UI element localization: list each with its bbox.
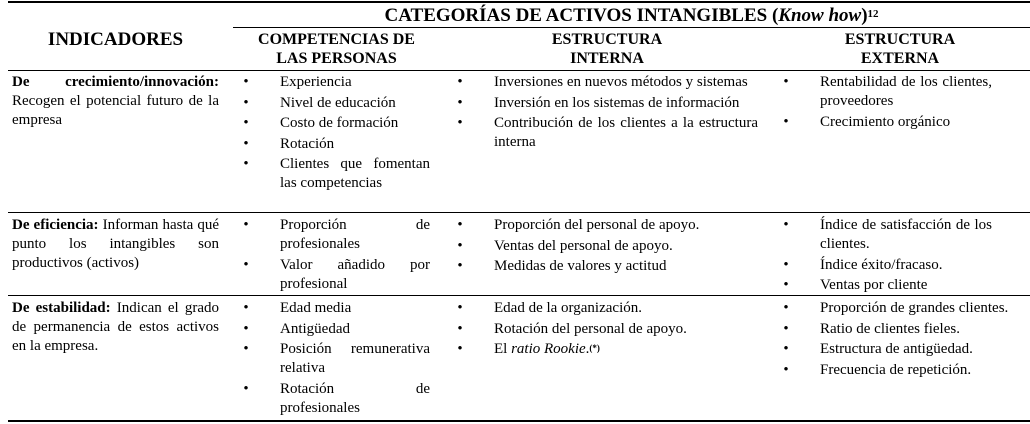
column-header-personas [233,30,440,68]
bullet-icon: • [243,380,249,397]
list-item [450,237,758,256]
bullet-icon: • [243,300,249,316]
list-item [450,114,758,152]
list-stability-personas [236,299,430,419]
indicator-description: Recogen el potencial futuro de la empresa [12,93,219,128]
indicator-description: Informan hasta qué punto los intangibles son productivos (activos) [12,217,219,271]
title-italic: Know how [778,5,862,26]
indicator-label: De crecimiento/innovación: [12,74,219,90]
title-main: CATEGORÍAS DE ACTIVOS INTANGIBLES ( [384,5,779,26]
bullet-icon: • [457,320,463,337]
list-item [236,155,430,193]
bullet-icon: • [243,217,249,233]
list-item-text: Ventas del personal de apoyo. [494,237,673,254]
bullet-icon: • [243,320,249,337]
bullet-icon: • [243,74,249,90]
list-item-text: Inversión en los sistemas de información [494,94,740,111]
list-item-text: Experiencia [280,74,352,90]
list-efficiency-interna [450,216,758,278]
bullet-icon: • [783,361,789,378]
header-bottom-rule [8,70,1030,71]
list-item-text: Rentabilidad de los clientes, proveedores [820,74,992,109]
list-item-text: Posición remunerativa relativa [280,341,430,376]
bullet-icon: • [783,300,789,316]
list-item [236,256,430,294]
row1-bottom-rule [8,212,1030,213]
list-item [776,361,1016,380]
list-growth-externa [776,73,992,133]
indicator-description: Indican el grado de permanencia de estos activos en la empresa. [12,300,219,354]
column-header-line2: EXTERNA [860,50,940,67]
bullet-icon: • [243,256,249,273]
list-item [776,276,992,295]
bullet-icon: • [243,115,249,131]
bullet-icon: • [457,217,463,233]
list-item-text: Medidas de valores y actitud [494,258,667,274]
bullet-icon: • [783,217,789,233]
list-item-text: Frecuencia de repetición. [820,361,972,378]
indicators-header: INDICADORES [47,29,184,50]
rookie-footnote: (*) [589,343,600,353]
bullet-icon: • [457,237,463,254]
title-footnote: 12 [867,8,879,20]
list-item-text: Edad de la organización. [494,300,642,316]
list-item [776,340,1016,359]
list-item [776,299,1016,318]
list-item-text: Edad media [280,300,352,316]
list-item-text: Rotación de profesionales [280,380,430,416]
rookie-suffix: . [585,341,590,357]
column-header-line1: ESTRUCTURA [844,31,956,48]
list-item [776,320,1016,339]
list-efficiency-personas [236,216,430,295]
bullet-icon: • [783,341,789,357]
column-header-line1: ESTRUCTURA [551,31,663,48]
list-item [776,73,992,111]
bullet-icon: • [783,113,789,130]
list-item-text: Proporción de grandes clientes. [820,300,1009,316]
bullet-icon: • [783,74,789,90]
indicator-label: De eficiencia: [12,217,99,233]
column-header-interna [452,30,762,68]
bullet-icon: • [457,115,463,131]
list-item-text: Índice éxito/fracaso. [820,256,943,273]
list-item [450,340,758,359]
list-item [236,73,430,92]
table-bottom-rule [8,420,1030,422]
column-header-externa [775,30,1025,68]
list-item-text: Antigüedad [280,320,350,337]
list-stability-externa [776,299,1016,381]
list-item-text: Valor añadido por profesional [280,256,430,292]
title-close: ) [861,5,868,26]
bullet-icon: • [457,74,463,90]
list-item-text: Inversiones en nuevos métodos y sistemas [494,74,748,90]
bullet-icon: • [783,320,789,337]
bullet-icon: • [243,156,249,172]
list-item [450,257,758,276]
list-item-text: Índice de satisfacción de los clientes. [820,217,992,252]
list-item [450,216,758,235]
list-item [236,114,430,133]
list-growth-interna [450,73,758,154]
list-item-text: Proporción de profesionales [280,217,430,252]
bullet-icon: • [457,94,463,111]
bullet-icon: • [457,258,463,274]
table-top-rule [8,1,1030,3]
column-header-line1: COMPETENCIAS DE [258,31,415,48]
column-header-line2: LAS PERSONAS [276,50,397,67]
list-item [450,73,758,92]
list-item [236,320,430,339]
list-item-text: Costo de formación [280,115,399,131]
list-item-text: Proporción del personal de apoyo. [494,217,700,233]
list-item-text: Ratio de clientes fieles. [820,320,960,337]
bullet-icon: • [783,277,789,293]
rookie-italic: ratio Rookie [511,341,586,357]
indicator-label: De estabilidad: [12,300,111,316]
bullet-icon: • [243,341,249,357]
list-growth-personas [236,73,430,195]
list-item-text: Rotación del personal de apoyo. [494,320,687,337]
bullet-icon: • [243,135,249,152]
bullet-icon: • [457,341,463,357]
list-stability-interna [450,299,758,361]
indicator-growth [12,73,219,130]
bullet-icon: • [783,256,789,273]
list-item [776,113,992,132]
list-item [776,256,992,275]
indicator-stability [12,299,219,356]
header-divider-rule [233,27,1030,28]
list-item-text: Rotación [280,135,335,152]
list-item-text: Ventas por cliente [820,277,928,293]
bullet-icon: • [243,94,249,111]
list-item [776,216,992,254]
list-item-text: Nivel de educación [280,94,396,111]
list-item [236,299,430,318]
rookie-prefix: El [494,341,512,357]
indicator-efficiency [12,216,219,273]
list-item [450,94,758,113]
list-item [450,299,758,318]
list-item [450,320,758,339]
list-item-text: Estructura de antigüedad. [820,341,973,357]
list-item [236,135,430,154]
column-header-line2: INTERNA [570,50,644,67]
bullet-icon: • [457,300,463,316]
list-item [236,380,430,418]
list-item-text: Clientes que fomentan las competencias [280,156,430,191]
list-item [236,340,430,378]
list-item-text: Crecimiento orgánico [820,113,951,130]
table-title [233,5,1030,27]
list-item [236,94,430,113]
list-item-text: Contribución de los clientes a la estructura interna [494,115,758,150]
list-item [236,216,430,254]
list-efficiency-externa [776,216,992,297]
